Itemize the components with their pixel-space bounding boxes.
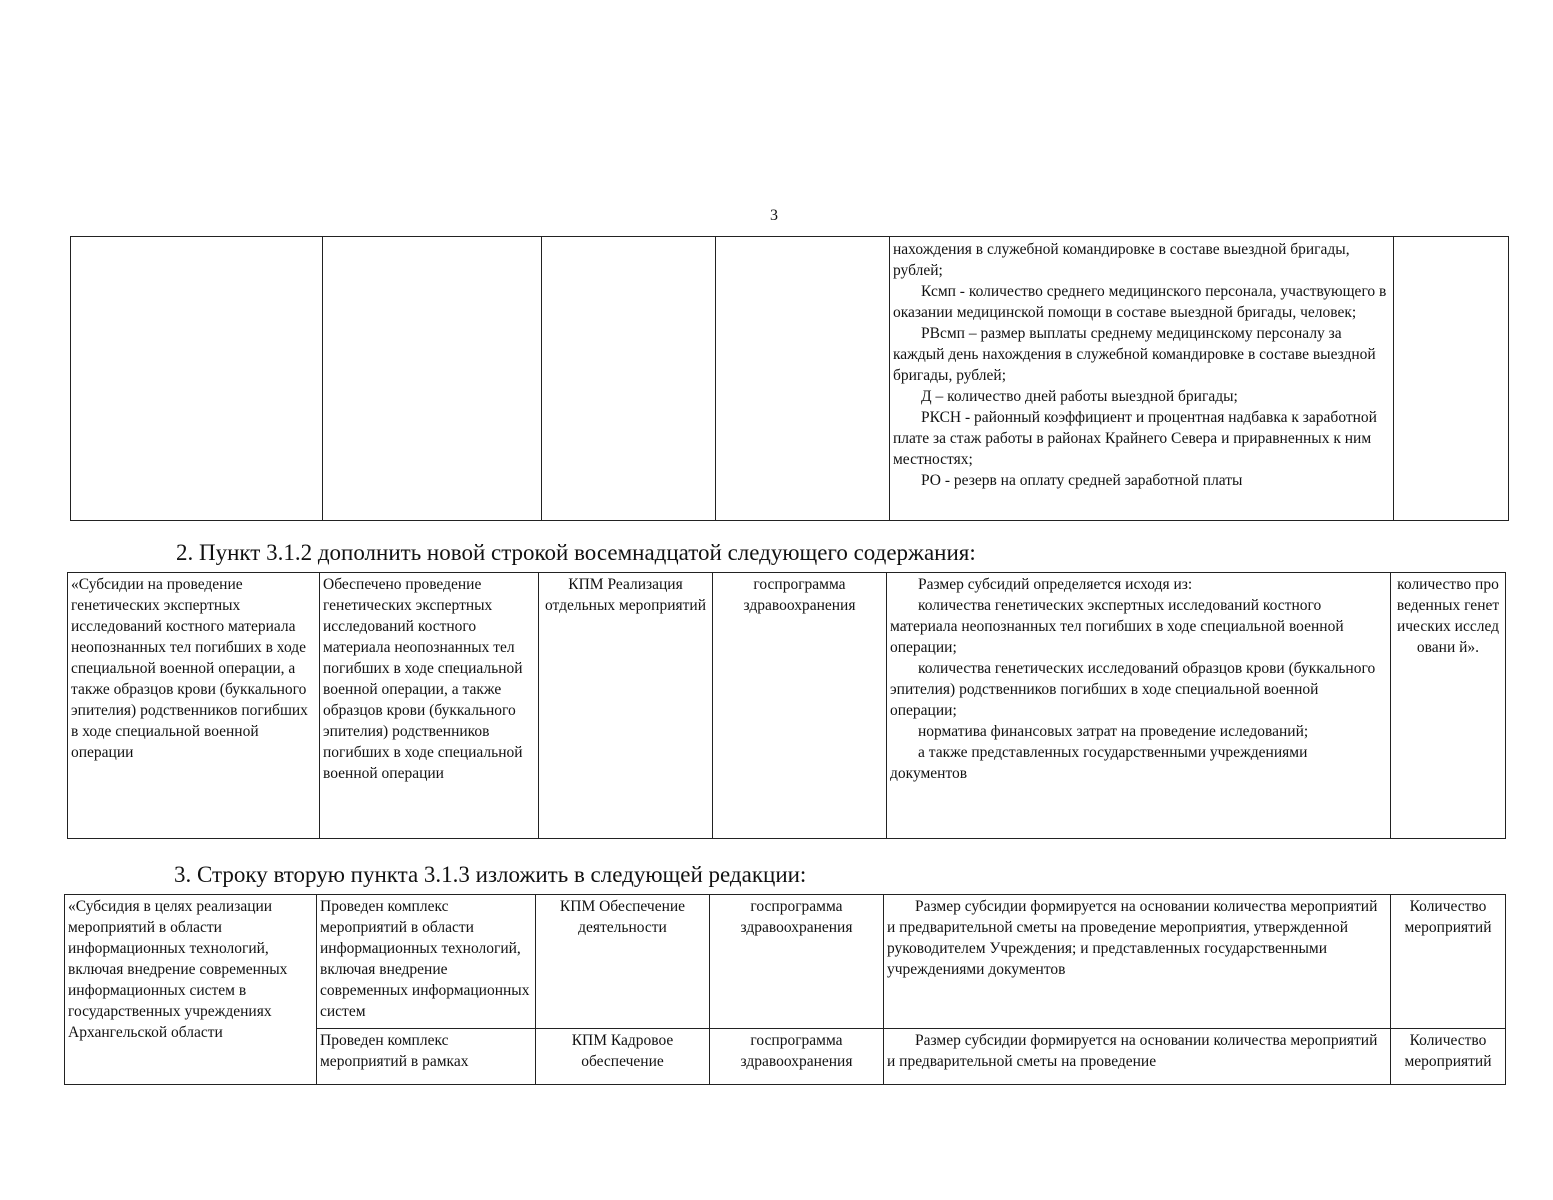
empty-cell	[71, 237, 323, 521]
section2-heading: 2. Пункт 3.1.2 дополнить новой строкой восемнадцатой следующего содержания:	[176, 540, 976, 565]
method-line: Размер субсидий определяется исходя из:	[918, 576, 1193, 593]
subsidy-name-cell: «Субсидия в целях реализации мероприятий в области информационных технологий, включая внедрение современных информационных систем в государственных учреждениях Архангельской области	[65, 895, 317, 1085]
method-line: Размер субсидии формируется на основании количества мероприятий и предварительной сметы на проведение мероприятия, утвержденной руководителем Учреждения; и представленных государственными учреждениями документов	[887, 898, 1378, 978]
result-cell: Обеспечено проведение генетических экспертных исследований костного материала неопознанных тел погибших в ходе специальной военной операции, а также образцов крови (буккального эпителия) родственников погибших в ходе специальной военной операции	[320, 573, 539, 839]
kpm-cell: КПМ Кадровое обеспечение	[536, 1029, 710, 1085]
kpm-cell: КПМ Реализация отдельных мероприятий	[539, 573, 713, 839]
table-section2	[67, 572, 1506, 839]
result-cell: Проведен комплекс мероприятий в рамках	[317, 1029, 536, 1085]
method-cell	[884, 1029, 1391, 1085]
method-line: Размер субсидии формируется на основании количества мероприятий и предварительной сметы на проведение	[887, 1032, 1378, 1070]
formula-line: РВсмп – размер выплаты среднему медицинскому персоналу за каждый день нахождения в служебной командировке в составе выездной бригады, рублей;	[893, 325, 1376, 384]
method-line: норматива финансовых затрат на проведение иследований;	[918, 723, 1309, 740]
formula-line: РО - резерв на оплату средней заработной платы	[921, 472, 1243, 489]
method-cell	[884, 895, 1391, 1029]
method-line: количества генетических экспертных исследований костного материала неопознанных тел погибших в ходе специальной военной операции;	[890, 597, 1344, 656]
method-line: количества генетических исследований образцов крови (буккального эпителия) родственников погибших в ходе специальной военной операции;	[890, 660, 1376, 719]
kpm-cell: КПМ Обеспечение деятельности	[536, 895, 710, 1029]
empty-cell	[1394, 237, 1509, 521]
method-line: а также представленных государственными учреждениями документов	[890, 744, 1308, 782]
table-continuation	[70, 236, 1509, 521]
indicator-cell: количество проведенных генетических исследовани й».	[1391, 573, 1506, 839]
program-cell: госпрограмма здравоохранения	[710, 895, 884, 1029]
indicator-cell: Количество мероприятий	[1391, 895, 1506, 1029]
program-cell: госпрограмма здравоохранения	[713, 573, 887, 839]
program-cell: госпрограмма здравоохранения	[710, 1029, 884, 1085]
formula-line: нахождения в служебной командировке в составе выездной бригады, рублей;	[893, 241, 1350, 279]
page-number: 3	[770, 207, 778, 224]
section3-heading: 3. Строку вторую пункта 3.1.3 изложить в следующей редакции:	[174, 862, 807, 887]
result-cell: Проведен комплекс мероприятий в области информационных технологий, включая внедрение современных информационных систем	[317, 895, 536, 1029]
formula-line: РКСН - районный коэффициент и процентная надбавка к заработной плате за стаж работы в районах Крайнего Севера и приравненных к ним местностях;	[893, 409, 1377, 468]
indicator-cell: Количество мероприятий	[1391, 1029, 1506, 1085]
formula-line: Ксмп - количество среднего медицинского персонала, участвующего в оказании медицинской помощи в составе выездной бригады, человек;	[893, 283, 1387, 321]
method-cell	[887, 573, 1391, 839]
formula-cell	[890, 237, 1394, 521]
empty-cell	[716, 237, 890, 521]
table-section3	[64, 894, 1506, 1085]
formula-line: Д – количество дней работы выездной бригады;	[921, 388, 1238, 405]
empty-cell	[323, 237, 542, 521]
empty-cell	[542, 237, 716, 521]
subsidy-name-cell: «Субсидии на проведение генетических экспертных исследований костного материала неопознанных тел погибших в ходе специальной военной операции, а также образцов крови (буккального эпителия) родственников погибших в ходе специальной военной операции	[68, 573, 320, 839]
